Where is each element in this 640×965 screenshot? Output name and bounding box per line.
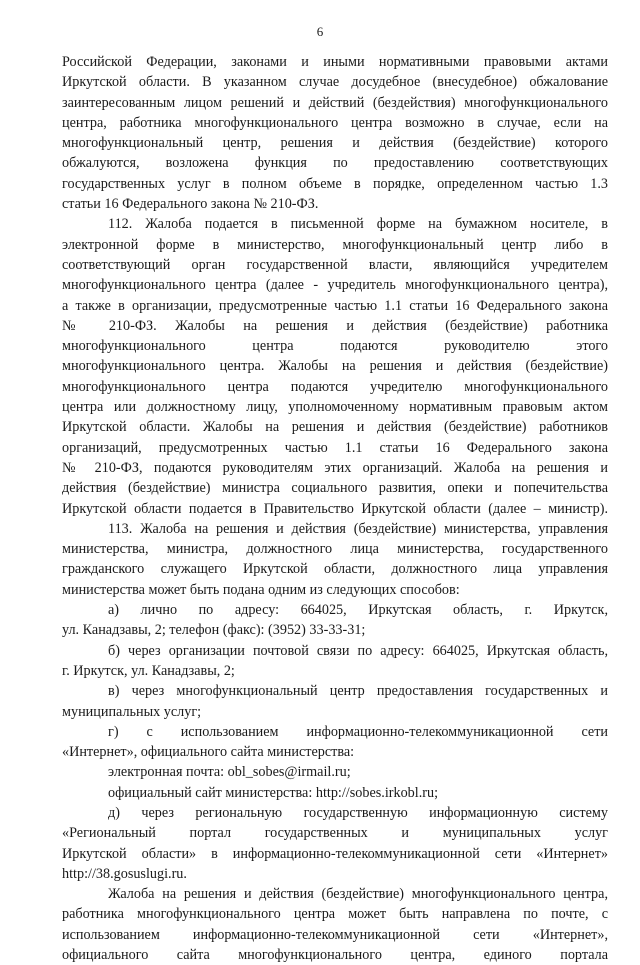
text-line: http://38.gosuslugi.ru. — [62, 865, 187, 882]
text-line: многофункционального центра подаются руководителю этого — [62, 338, 608, 355]
text-line: муниципальных услуг; — [62, 703, 202, 720]
text-line: многофункционального центра подаются учредителю многофункционального — [62, 378, 608, 395]
text-line: обжалуются, возложена функция по предоставлению соответствующих — [62, 155, 608, 172]
text-line: электронной форме в министерство, многофункциональный центр либо в — [62, 236, 608, 253]
text-line: статьи 16 Федерального закона № 210-ФЗ. — [62, 196, 319, 213]
text-line: заинтересованным лицом решений и действий (бездействия) многофункционального — [62, 94, 608, 111]
text-line: г. Иркутск, ул. Канадзавы, 2; — [62, 662, 235, 679]
text-line: министерства, министра, должностного лица министерства, государственного — [62, 541, 608, 558]
text-line: официальный сайт министерства: http://sobes.irkobl.ru; — [108, 784, 439, 801]
text-line: официального сайта многофункционального центра, единого портала — [62, 947, 608, 964]
text-line: министерства может быть подана одним из следующих способов: — [62, 581, 460, 598]
text-line: № 210-ФЗ, подаются руководителям этих организаций. Жалоба на решения и — [62, 459, 608, 476]
text-line: ул. Канадзавы, 2; телефон (факс): (3952) 33-33-31; — [62, 622, 366, 639]
text-line: соответствующий орган государственной власти, являющийся учредителем — [62, 256, 608, 273]
text-line: государственных услуг в полном объеме в порядке, определенном частью 1.3 — [62, 175, 608, 192]
text-line: работника многофункционального центра может быть направлена по почте, с — [62, 906, 608, 923]
page-number: 6 — [316, 24, 324, 39]
text-line: центра, работника многофункционального центра возможно в случае, если на — [62, 114, 608, 131]
text-line: Иркутской области» в информационно-телекоммуникационной сети «Интернет» — [62, 845, 608, 862]
text-line: гражданского служащего Иркутской области, должностного лица управления — [62, 561, 608, 578]
text-line: б) через организации почтовой связи по адресу: 664025, Иркутская область, — [108, 642, 608, 659]
text-line: д) через региональную государственную информационную систему — [108, 804, 608, 821]
text-line: организаций, предусмотренных частью 1.1 статьи 16 Федерального закона — [62, 439, 608, 456]
text-line: использованием информационно-телекоммуникационной сети «Интернет», — [62, 926, 608, 943]
text-line: многофункционального центра (далее - учредитель многофункционального центра), — [62, 277, 608, 294]
document-body — [62, 52, 608, 965]
text-line: г) с использованием информационно-телекоммуникационной сети — [108, 723, 608, 740]
text-line: 112. Жалоба подается в письменной форме на бумажном носителе, в — [108, 216, 608, 233]
text-line: а также в организации, предусмотренные частью 1.1 статьи 16 Федерального закона — [62, 297, 608, 314]
text-line: «Региональный портал государственных и муниципальных услуг — [62, 825, 608, 842]
text-line: Иркутской области. В указанном случае досудебное (внесудебное) обжалование — [62, 74, 608, 91]
text-line: 113. Жалоба на решения и действия (бездействие) министерства, управления — [108, 520, 608, 537]
text-line: а) лично по адресу: 664025, Иркутская область, г. Иркутск, — [108, 602, 608, 619]
text-line: центра или должностному лицу, уполномоченному нормативным правовым актом — [62, 399, 608, 416]
text-line: многофункционального центра. Жалобы на решения и действия (бездействие) — [62, 358, 608, 375]
text-line: Жалоба на решения и действия (бездействие) многофункционального центра, — [108, 886, 608, 903]
text-line: Российской Федерации, законами и иными нормативными правовыми актами — [62, 54, 608, 70]
text-line: в) через многофункциональный центр предоставления государственных и — [108, 683, 608, 700]
text-line: действия (бездействие) министра социального развития, опеки и попечительства — [62, 480, 608, 497]
text-line: многофункциональный центр, решения и действия (бездействие) которого — [62, 135, 608, 152]
text-line: электронная почта: obl_sobes@irmail.ru; — [108, 764, 351, 781]
text-line: Иркутской области. Жалобы на решения и действия (бездействие) работников — [62, 419, 608, 436]
text-line: «Интернет», официального сайта министерства: — [62, 744, 355, 761]
text-line: Иркутской области подается в Правительство Иркутской области (далее – министр). — [62, 500, 608, 517]
text-line: № 210-ФЗ. Жалобы на решения и действия (бездействие) работника — [62, 317, 608, 334]
